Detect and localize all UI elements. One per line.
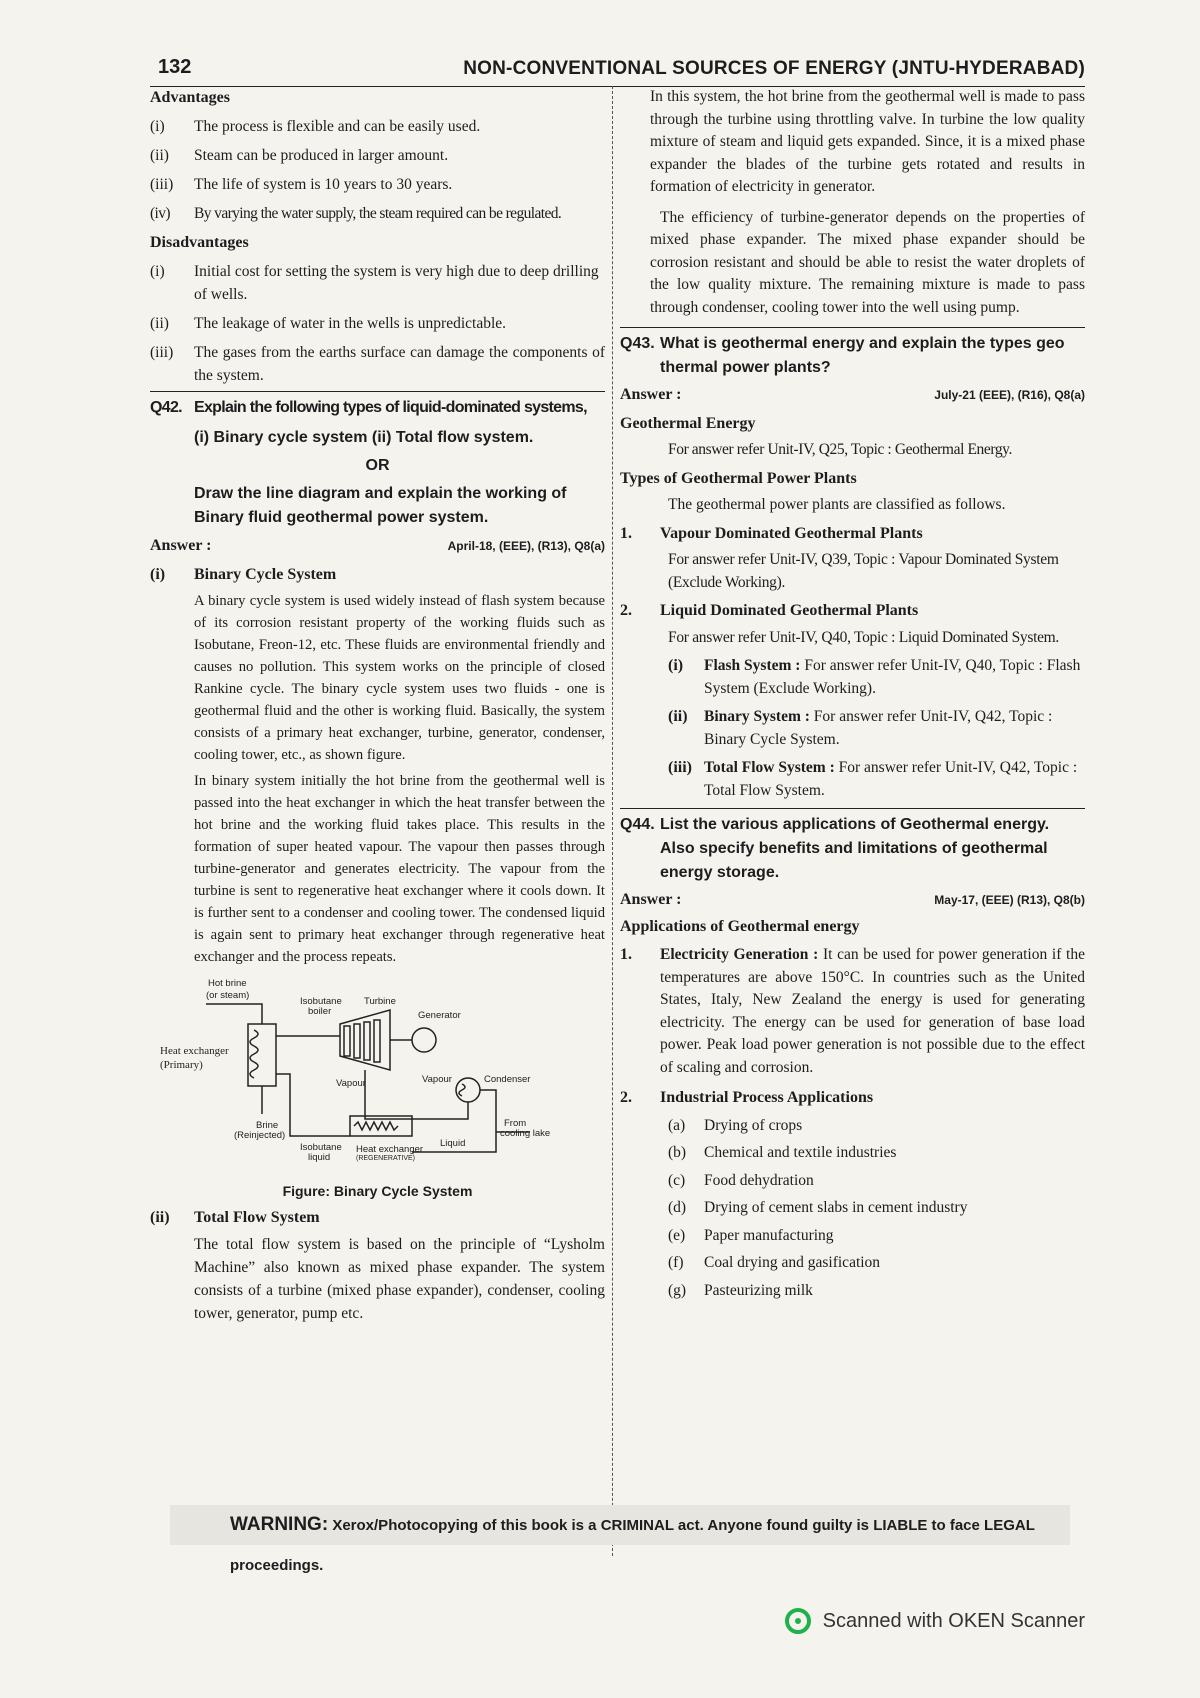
coil-shape xyxy=(250,1030,258,1078)
page-header xyxy=(150,52,1085,87)
list-item-text: The life of system is 10 years to 30 years. xyxy=(194,176,453,193)
list-item xyxy=(668,1197,1085,1220)
application-2 xyxy=(620,1087,1085,1110)
scanner-watermark xyxy=(785,1608,1085,1634)
list-item-text: Pasteurizing milk xyxy=(704,1281,813,1299)
warning-text: Xerox/Photocopying of this book is a CRIMINAL act. Anyone found guilty is LIABLE to face LEGAL proceedings. xyxy=(230,1517,1035,1574)
types-intro: The geothermal power plants are classified as follows. xyxy=(668,496,1006,513)
list-item xyxy=(150,312,605,335)
question-label: Q42. xyxy=(150,399,182,416)
label-heat-exchanger-1: Heat exchanger xyxy=(160,1045,229,1057)
book-page xyxy=(150,52,1085,1572)
binary-paragraph-2: In binary system initially the hot brine from the geothermal well is passed into the heat exchanger in which the heat transfer between the hot brine and the working fluid takes place. This results in the formation of super heated vapour. The vapour then passes through turbine-generator and generates electricity. The vapour from the turbine is sent to regenerative heat exchanger where it cools down. It is further sent to a condenser and cooling tower. The condensed liquid is again sent to primary heat exchanger through regenerative heat exchanger and the process repeats. xyxy=(194,773,605,965)
list-item xyxy=(150,202,605,225)
label-heat-exchanger-regen-1: Heat exchanger xyxy=(356,1144,424,1155)
label-hot-brine: Hot brine xyxy=(208,978,247,989)
question-text: List the various applications of Geothermal energy. Also specify benefits and limitations of geothermal energy storage. xyxy=(660,816,1050,881)
list-item-text: Drying of crops xyxy=(704,1116,803,1134)
list-item-number: (ii) xyxy=(668,708,688,725)
column-divider xyxy=(612,86,613,1556)
application-label: Electricity Generation : xyxy=(660,946,819,963)
label-brine-2: (Reinjected) xyxy=(234,1130,286,1141)
question-42 xyxy=(150,396,605,420)
page-header-title: NON-CONVENTIONAL SOURCES OF ENERGY (JNTU-HYDERABAD) xyxy=(463,58,1085,79)
geothermal-energy-heading: Geothermal Energy xyxy=(620,414,756,432)
section-binary xyxy=(150,563,605,586)
question-text: What is geothermal energy and explain the types geo thermal power plants? xyxy=(660,335,1065,376)
question-text: Explain the following types of liquid-dominated systems, xyxy=(194,399,587,416)
disadvantages-heading: Disadvantages xyxy=(150,234,249,251)
answer-reference: July-21 (EEE), (R16), Q8(a) xyxy=(934,388,1085,402)
list-item-text: The leakage of water in the wells is unpredictable. xyxy=(194,315,507,332)
section-rule xyxy=(150,391,605,392)
label-or-steam: (or steam) xyxy=(206,990,250,1001)
label-from-2: cooling lake xyxy=(500,1128,551,1139)
list-item-text: Chemical and textile industries xyxy=(704,1144,897,1161)
answer-label: Answer : xyxy=(620,891,682,908)
list-item-number: (ii) xyxy=(150,147,169,164)
list-item-number: (e) xyxy=(668,1226,686,1244)
list-item-number: (b) xyxy=(668,1144,687,1161)
list-item-number: (g) xyxy=(668,1281,687,1299)
list-item-number: (a) xyxy=(668,1116,686,1134)
list-item xyxy=(668,706,1085,751)
list-item-text: Coal drying and gasification xyxy=(704,1254,881,1271)
advantages-heading: Advantages xyxy=(150,89,231,106)
section-number: (ii) xyxy=(150,1209,170,1226)
list-item-number: (i) xyxy=(150,263,165,280)
vapour-out-pipe xyxy=(365,1070,412,1119)
binary-cycle-figure xyxy=(150,974,605,1204)
list-item xyxy=(668,757,1085,802)
page-number: 132 xyxy=(158,56,192,78)
list-item-number: (ii) xyxy=(150,315,169,332)
right-column xyxy=(620,86,1085,1302)
turbine-shape xyxy=(340,1010,390,1070)
list-item-label: Total Flow System : xyxy=(704,759,835,776)
question-43 xyxy=(620,332,1085,380)
type-2-reference: For answer refer Unit-IV, Q40, Topic : Liquid Dominated System. xyxy=(668,628,1059,646)
list-item-text: Food dehydration xyxy=(704,1171,814,1189)
list-item-number: (c) xyxy=(668,1171,686,1189)
list-item-number: (iv) xyxy=(150,205,170,222)
list-item-text: Steam can be produced in larger amount. xyxy=(194,147,449,164)
section-number: (i) xyxy=(150,566,166,583)
list-item-number: (i) xyxy=(668,657,684,674)
label-vapour-right: Vapour xyxy=(422,1074,452,1085)
list-item-text: Paper manufacturing xyxy=(704,1226,834,1244)
list-item-text: By varying the water supply, the steam required can be regulated. xyxy=(194,205,562,222)
list-item-text: For answer refer Unit-IV, Q42, Topic : Total Flow System. xyxy=(704,759,1078,799)
efficiency-paragraph: The efficiency of turbine-generator depends on the properties of mixed phase expander. The mixed phase expander should be corrosion resistant and should be able to resist the water droplets of the low quality mixture. The remaining mixture is made to pass through condenser, cooling tower into the well using pump. xyxy=(650,208,1085,316)
type-title: Vapour Dominated Geothermal Plants xyxy=(660,524,923,542)
section-title: Binary Cycle System xyxy=(194,566,337,583)
label-liquid: Liquid xyxy=(440,1138,466,1149)
label-heat-exchanger-2: (Primary) xyxy=(160,1059,203,1071)
list-item xyxy=(668,1170,1085,1193)
warning-banner xyxy=(170,1505,1070,1574)
application-number: 1. xyxy=(620,946,632,963)
list-item-number: (d) xyxy=(668,1199,687,1216)
list-item-label: Flash System : xyxy=(704,657,801,674)
list-item-number: (iii) xyxy=(668,759,692,776)
label-isobutane-boiler-2: boiler xyxy=(308,1006,332,1017)
binary-paragraph-1: A binary cycle system is used widely instead of flash system because of its corrosion resistant property of the working fluids such as Isobutane, Freon-12, etc. These fluids are environmental friendly and causes no pollution. This system works on the principle of closed Rankine cycle. The binary cycle system uses two fluids - one is geothermal fluid and the other is working fluid. Basically, the system consists of a primary heat exchanger, turbine, generator, condenser, cooling tower, etc., as shown figure. xyxy=(194,593,605,763)
type-1-reference: For answer refer Unit-IV, Q39, Topic : Vapour Dominated System (Exclude Working). xyxy=(668,551,1059,591)
list-item xyxy=(668,1225,1085,1248)
type-2 xyxy=(620,600,1085,623)
label-brine-1: Brine xyxy=(256,1120,279,1131)
list-item-text: The process is flexible and can be easily used. xyxy=(194,118,481,135)
label-isobutane-liquid-2: liquid xyxy=(308,1152,331,1163)
oken-scanner-icon xyxy=(785,1608,811,1634)
section-rule xyxy=(620,327,1085,328)
section-rule xyxy=(620,808,1085,809)
question-label: Q44. xyxy=(620,816,655,833)
type-number: 1. xyxy=(620,524,632,542)
list-item-label: Binary System : xyxy=(704,708,810,725)
binary-cycle-diagram xyxy=(150,974,605,1204)
application-title: Industrial Process Applications xyxy=(660,1089,874,1106)
list-item-number: (iii) xyxy=(150,176,174,193)
list-item xyxy=(668,1142,1085,1165)
answer-line xyxy=(620,889,1085,912)
answer-line xyxy=(150,534,605,557)
type-title: Liquid Dominated Geothermal Plants xyxy=(660,602,919,619)
list-item-text: For answer refer Unit-IV, Q42, Topic : Binary Cycle System. xyxy=(704,708,1053,748)
list-item xyxy=(150,341,605,387)
list-item-number: (f) xyxy=(668,1254,684,1271)
label-condenser: Condenser xyxy=(484,1074,531,1085)
answer-label: Answer : xyxy=(150,537,212,554)
list-item-number: (iii) xyxy=(150,344,174,361)
list-item-text: Initial cost for setting the system is very high due to deep drilling of wells. xyxy=(194,263,599,303)
warning-label: WARNING: xyxy=(230,1514,329,1535)
types-heading: Types of Geothermal Power Plants xyxy=(620,469,857,487)
label-vapour-left: Vapour xyxy=(336,1078,366,1089)
geothermal-energy-reference: For answer refer Unit-IV, Q25, Topic : Geothermal Energy. xyxy=(668,441,1013,458)
list-item xyxy=(150,173,605,196)
label-heat-exchanger-regen-2: (REGENERATIVE) xyxy=(356,1155,415,1162)
scanner-text: Scanned with OKEN Scanner xyxy=(822,1609,1085,1632)
figure-caption: Figure: Binary Cycle System xyxy=(282,1183,473,1199)
application-text: It can be used for power generation if the temperatures are above 150°C. In countries such as the United States, Italy, New Zealand the energy is used for generating electricity. The energy can be used for generation of base load power. Peak load power generation is not possible due to the effect of scaling and corrosion. xyxy=(660,946,1085,1076)
list-item xyxy=(668,1115,1085,1138)
hot-brine-pipe xyxy=(206,1004,262,1024)
question-42-alt: Draw the line diagram and explain the working of Binary fluid geothermal power system. xyxy=(194,485,567,526)
generator-shape xyxy=(412,1028,436,1052)
list-item-text: The gases from the earths surface can damage the components of the system. xyxy=(194,344,605,384)
answer-label: Answer : xyxy=(620,386,682,403)
question-44 xyxy=(620,813,1085,885)
label-isobutane-liquid-1: Isobutane xyxy=(300,1142,342,1153)
question-label: Q43. xyxy=(620,335,655,352)
type-1 xyxy=(620,523,1085,546)
list-item xyxy=(668,655,1085,700)
total-flow-paragraph: The total flow system is based on the principle of “Lysholm Machine” also known as mixed phase expander. The system consists of a turbine (mixed phase expander), condenser, cooling tower, generator, pump etc. xyxy=(194,1236,605,1322)
application-1 xyxy=(620,944,1085,1079)
list-item xyxy=(668,1280,1085,1303)
question-42-or: OR xyxy=(365,457,390,474)
application-number: 2. xyxy=(620,1089,632,1106)
list-item-text: Drying of cement slabs in cement industry xyxy=(704,1199,968,1216)
list-item xyxy=(150,144,605,167)
condenser-shape xyxy=(456,1078,480,1102)
question-42-parts: (i) Binary cycle system (ii) Total flow system. xyxy=(194,429,534,446)
left-column xyxy=(150,86,605,1325)
label-generator: Generator xyxy=(418,1010,461,1021)
list-item-number: (i) xyxy=(150,118,165,135)
answer-line xyxy=(620,384,1085,407)
section-total-flow xyxy=(150,1206,605,1229)
answer-reference: May-17, (EEE) (R13), Q8(b) xyxy=(934,893,1085,907)
label-turbine: Turbine xyxy=(364,996,396,1007)
list-item xyxy=(150,115,605,138)
total-flow-paragraph-2: In this system, the hot brine from the geothermal well is made to pass through the turbine using throttling valve. In turbine the low quality mixture of steam and liquid gets expanded. Since, it is a mixed phase expander the blades of the turbine gets rotated and results in formation of electricity in generator. xyxy=(650,88,1085,195)
type-number: 2. xyxy=(620,602,632,619)
list-item xyxy=(150,260,605,306)
label-from-1: From xyxy=(504,1118,527,1129)
list-item-text: For answer refer Unit-IV, Q40, Topic : Flash System (Exclude Working). xyxy=(704,657,1081,697)
answer-reference: April-18, (EEE), (R13), Q8(a) xyxy=(447,539,605,553)
list-item xyxy=(668,1252,1085,1275)
section-title: Total Flow System xyxy=(194,1209,320,1226)
applications-heading: Applications of Geothermal energy xyxy=(620,917,860,935)
label-isobutane-boiler-1: Isobutane xyxy=(300,996,342,1007)
